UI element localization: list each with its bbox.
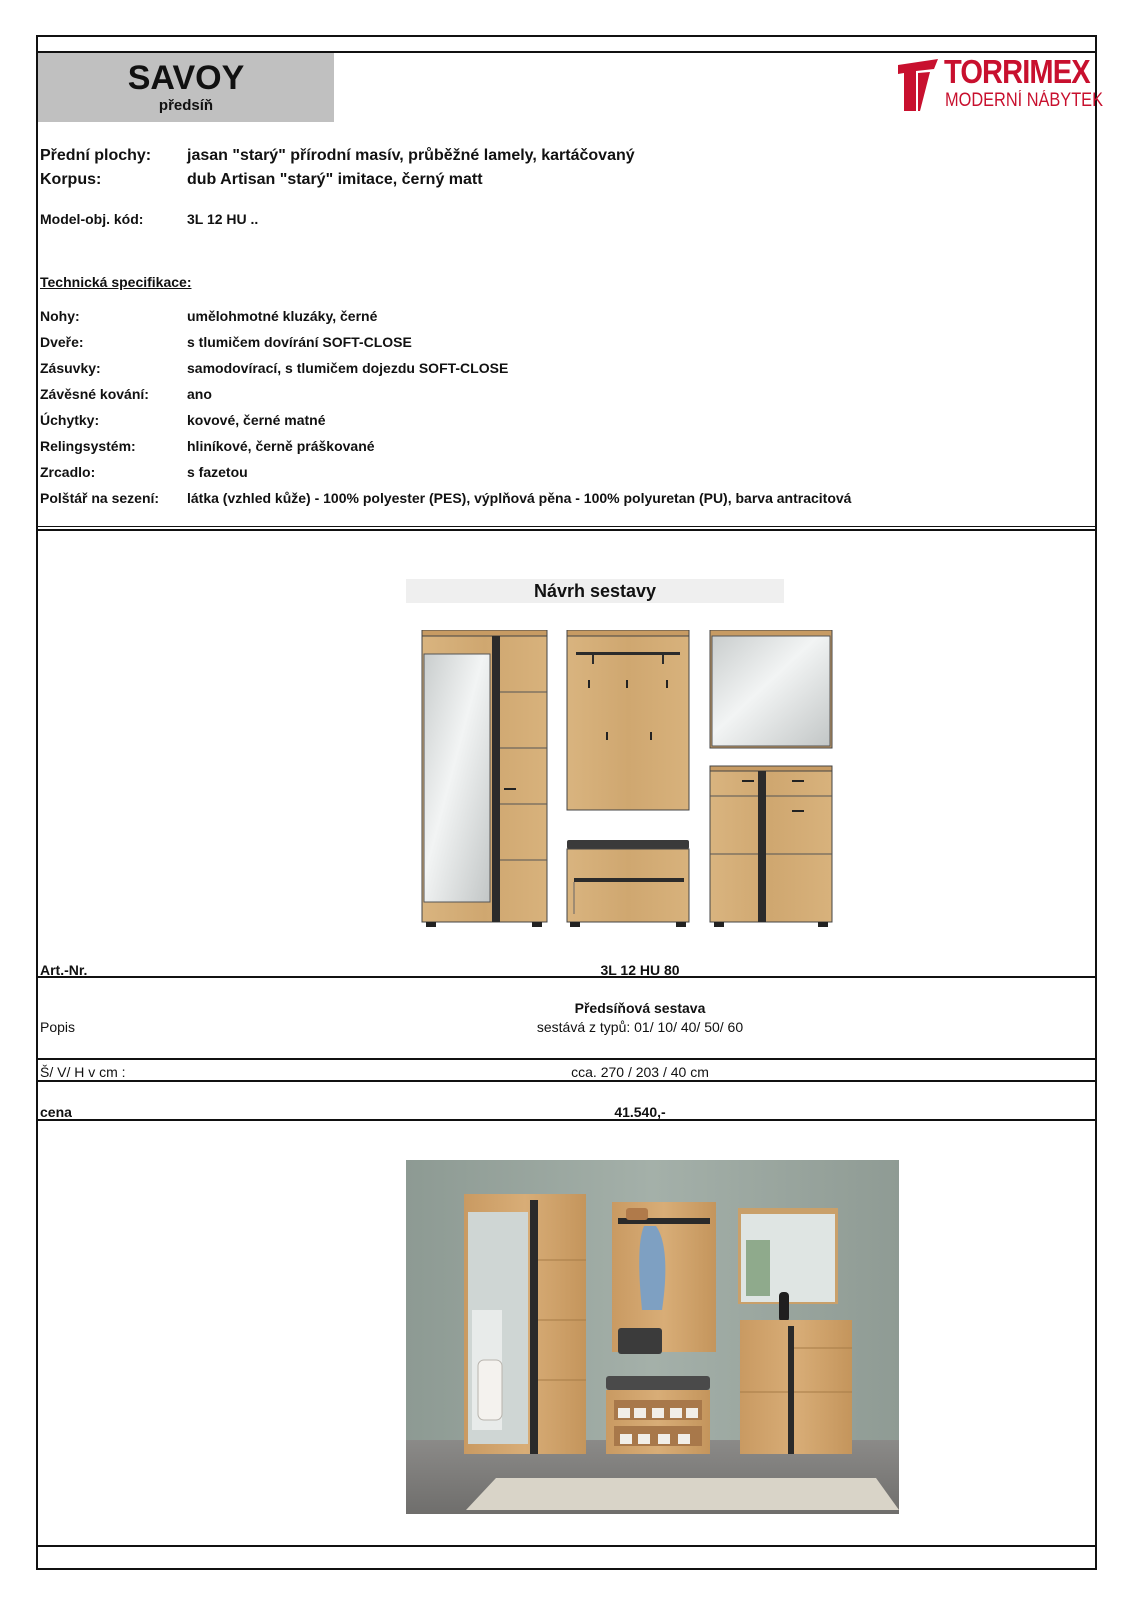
- art-value: 3L 12 HU 80: [600, 962, 680, 978]
- material-value: jasan "starý" přírodní masív, průběžné lamely, kartáčovaný: [187, 147, 635, 164]
- furniture-drawing: [420, 630, 860, 940]
- spec-label: Úchytky:: [40, 412, 100, 428]
- spec-value: umělohmotné kluzáky, černé: [187, 308, 378, 324]
- model-code-value: 3L 12 HU ..: [187, 211, 259, 227]
- room-photo: [406, 1160, 899, 1514]
- product-type: předsíň: [158, 97, 214, 114]
- spec-value: látka (vzhled kůže) - 100% polyester (PES), výplňová pěna - 100% polyuretan (PU), barva antracitová: [187, 490, 852, 506]
- spec-value: s tlumičem dovírání SOFT-CLOSE: [187, 334, 412, 350]
- popis-label: Popis: [40, 1019, 76, 1035]
- divider: [36, 1080, 1097, 1082]
- dims-label: Š/ V/ H v cm :: [40, 1064, 126, 1080]
- product-name: SAVOY: [127, 59, 245, 97]
- brand-name: TORRIMEX: [944, 53, 1090, 90]
- divider: [36, 1058, 1097, 1060]
- spec-value: kovové, černé matné: [187, 412, 326, 428]
- material-label: Korpus:: [40, 171, 102, 188]
- spec-label: Zrcadlo:: [40, 464, 96, 480]
- torrimex-logo: [898, 53, 1103, 113]
- spec-label: Závěsné kování:: [40, 386, 149, 402]
- price-label: cena: [40, 1104, 72, 1120]
- spec-label: Dveře:: [40, 334, 84, 350]
- model-code-label: Model-obj. kód:: [40, 211, 144, 227]
- shoe-cabinet: [710, 766, 832, 927]
- material-value: dub Artisan "starý" imitace, černý matt: [187, 171, 483, 188]
- spec-value: samodovírací, s tlumičem dojezdu SOFT-CLOSE: [187, 360, 509, 376]
- popis-sub: sestává z typů: 01/ 10/ 40/ 50/ 60: [536, 1019, 744, 1035]
- spec-label: Polštář na sezení:: [40, 490, 160, 506]
- divider: [36, 526, 1097, 527]
- design-title: Návrh sestavy: [406, 579, 784, 603]
- spec-value: hliníkové, černě práškované: [187, 438, 375, 454]
- spec-value: ano: [187, 386, 212, 402]
- torrimex-logo-icon: [898, 59, 940, 111]
- tech-spec-title: Technická specifikace:: [40, 274, 192, 290]
- divider: [36, 1545, 1097, 1547]
- brand-tagline: MODERNÍ NÁBYTEK: [945, 90, 1103, 111]
- spec-value: s fazetou: [187, 464, 248, 480]
- divider: [36, 529, 1097, 531]
- shoe-bench: [567, 840, 689, 927]
- coat-panel: [567, 630, 689, 810]
- price-value: 41.540,-: [614, 1104, 666, 1120]
- dims-value: cca. 270 / 203 / 40 cm: [571, 1064, 709, 1080]
- wall-mirror: [710, 630, 832, 748]
- wardrobe-unit: [422, 630, 547, 927]
- spec-label: Zásuvky:: [40, 360, 101, 376]
- spec-label: Relingsystém:: [40, 438, 136, 454]
- material-label: Přední plochy:: [40, 147, 152, 164]
- art-label: Art.-Nr.: [40, 962, 88, 978]
- spec-label: Nohy:: [40, 308, 80, 324]
- title-box: [38, 53, 334, 122]
- popis-title: Předsíňová sestava: [574, 1000, 706, 1016]
